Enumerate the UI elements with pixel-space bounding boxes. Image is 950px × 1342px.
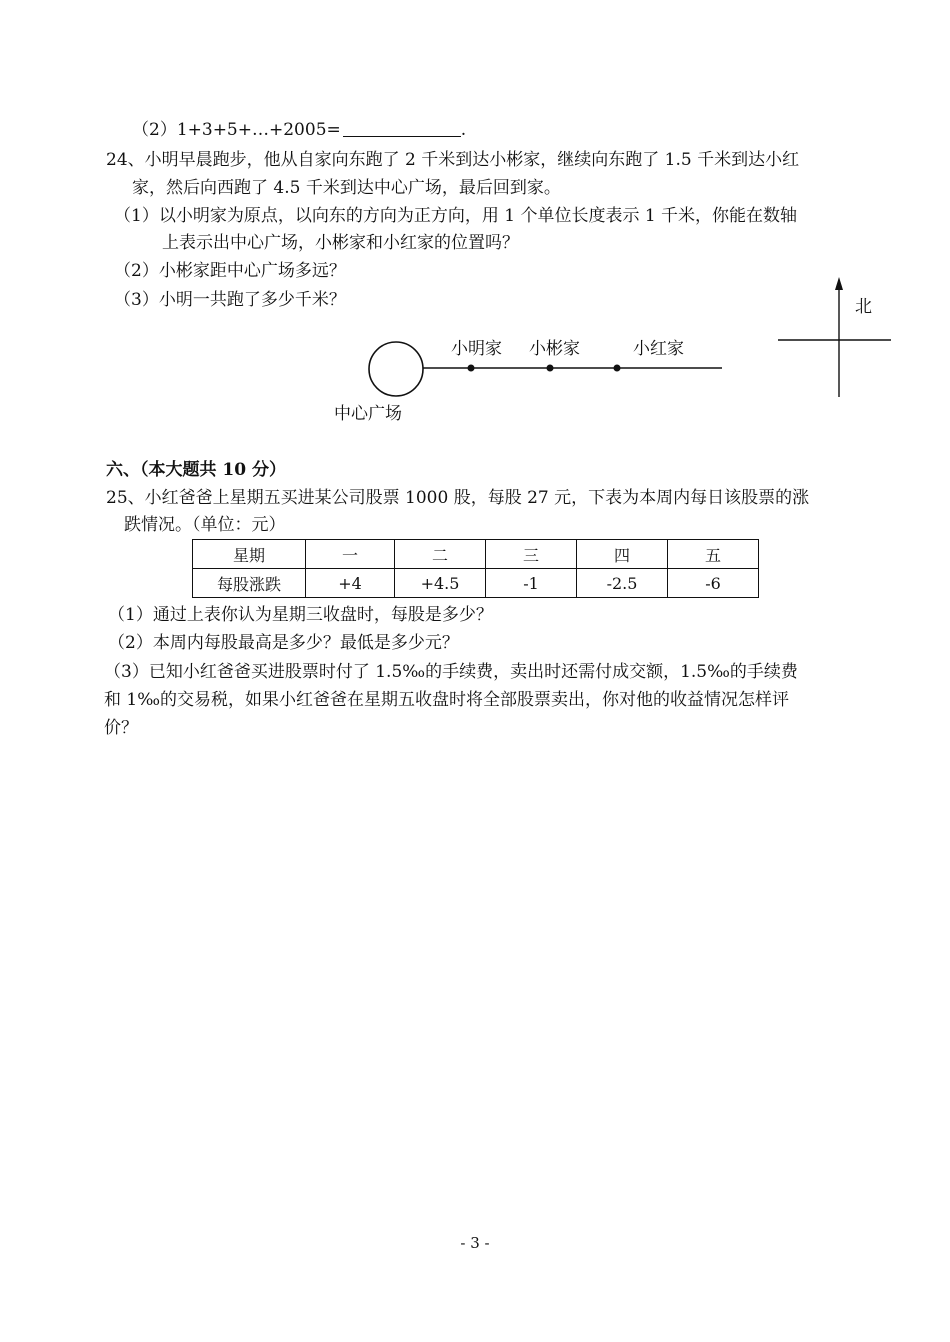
table-cell: 每股涨跌 bbox=[193, 569, 306, 598]
q25-sub3-line3: 价？ bbox=[104, 718, 138, 738]
table-cell: +4.5 bbox=[395, 569, 486, 598]
q25-text-line1: 25、小红爸爸上星期五买进某公司股票 1000 股，每股 27 元，下表为本周内每日该股票的涨 bbox=[106, 488, 810, 508]
table-cell: -6 bbox=[668, 569, 759, 598]
q25-sub2: （2）本周内每股最高是多少？最低是多少元？ bbox=[108, 633, 459, 653]
q24-sub1-line2: 上表示出中心广场，小彬家和小红家的位置吗？ bbox=[162, 233, 519, 253]
label-xiaohong-home: 小红家 bbox=[633, 339, 684, 359]
label-center-square: 中心广场 bbox=[334, 404, 402, 424]
center-square-circle bbox=[369, 342, 423, 396]
table-header-row bbox=[193, 540, 759, 569]
q24-sub2: （2）小彬家距中心广场多远？ bbox=[114, 261, 346, 281]
q24-text-line1: 24、小明早晨跑步，他从自家向东跑了 2 千米到达小彬家，继续向东跑了 1.5 千米到达小红 bbox=[106, 150, 800, 170]
stock-change-table bbox=[192, 539, 759, 598]
q24-sub3: （3）小明一共跑了多少千米？ bbox=[114, 290, 346, 310]
label-north: 北 bbox=[855, 297, 872, 317]
q23-part2-period: . bbox=[460, 120, 467, 140]
label-xiaobin-home: 小彬家 bbox=[529, 339, 580, 359]
q23-part2-expression: （2）1+3+5+…+2005= bbox=[132, 120, 341, 140]
table-cell: +4 bbox=[306, 569, 395, 598]
table-header-cell: 三 bbox=[486, 540, 577, 569]
map-diagram bbox=[0, 0, 950, 440]
table-cell: -2.5 bbox=[577, 569, 668, 598]
table-header-cell: 二 bbox=[395, 540, 486, 569]
page-number: - 3 - bbox=[460, 1234, 490, 1252]
table-header-cell: 五 bbox=[668, 540, 759, 569]
q25-sub3-line1: （3）已知小红爸爸买进股票时付了 1.5‰的手续费，卖出时还需付成交额，1.5‰的手续费 bbox=[104, 662, 798, 682]
q24-text-line2: 家，然后向西跑了 4.5 千米到达中心广场，最后回到家。 bbox=[132, 178, 561, 198]
q25-sub3-line2: 和 1‰的交易税，如果小红爸爸在星期五收盘时将全部股票卖出，你对他的收益情况怎样评 bbox=[104, 690, 790, 710]
label-xiaoming-home: 小明家 bbox=[451, 339, 502, 359]
xiaobin-home-dot bbox=[547, 365, 554, 372]
table-header-cell: 星期 bbox=[193, 540, 306, 569]
q24-sub1-line1: （1）以小明家为原点，以向东的方向为正方向，用 1 个单位长度表示 1 千米，你能在数轴 bbox=[114, 206, 798, 226]
xiaoming-home-dot bbox=[468, 365, 475, 372]
table-header-cell: 一 bbox=[306, 540, 395, 569]
q25-text-line2: 跌情况。（单位：元） bbox=[124, 515, 286, 535]
section6-heading: 六、（本大题共 10 分） bbox=[106, 460, 286, 480]
table-row bbox=[193, 569, 759, 598]
table-header-cell: 四 bbox=[577, 540, 668, 569]
xiaohong-home-dot bbox=[614, 365, 621, 372]
table-cell: -1 bbox=[486, 569, 577, 598]
north-arrow-icon bbox=[835, 277, 843, 290]
q25-sub1: （1）通过上表你认为星期三收盘时，每股是多少？ bbox=[108, 605, 493, 625]
